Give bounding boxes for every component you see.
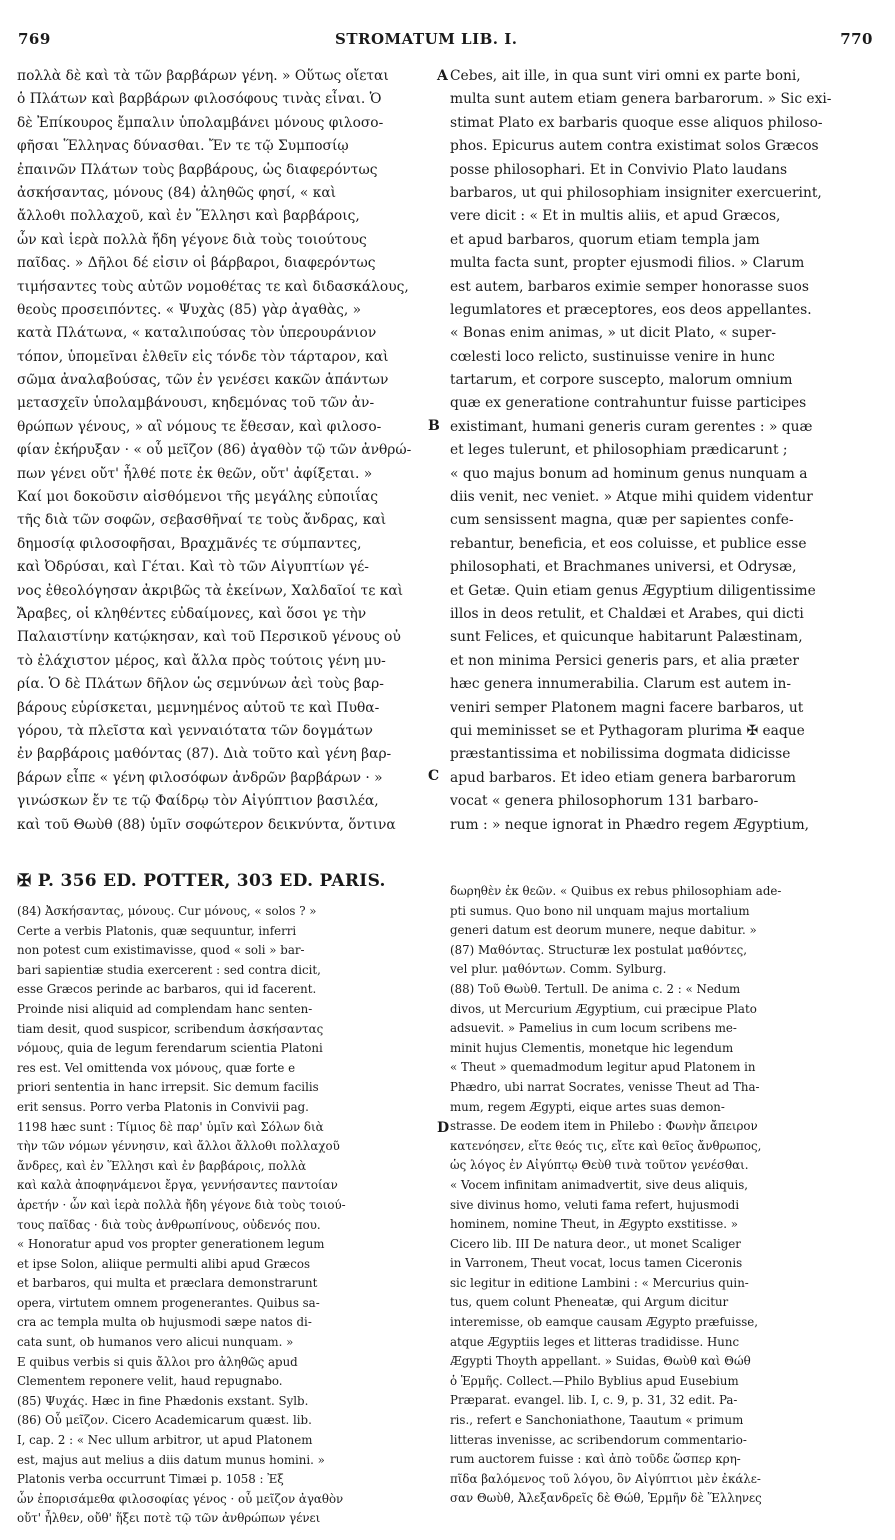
footnote-line: adsuevit. » Pamelius in cum locum scribens me- xyxy=(450,1021,737,1036)
latin-text-line: stimat Plato ex barbaris quoque esse aliquos philoso- xyxy=(450,114,823,131)
footnote-line: bari sapientiæ studia exercerent : sed contra dicit, xyxy=(17,962,321,977)
notes-left-column xyxy=(17,902,429,1529)
greek-text-line: παῖδας. » Δῆλοι δέ εἰσιν οἱ βάρβαροι, διαφερόντως xyxy=(17,255,376,272)
latin-text-line: illos in deos retulit, et Chaldæi et Arabes, qui dicti xyxy=(450,605,804,622)
footnote-line: ἀρετήν · ὧν καὶ ἱερὰ πολλὰ ἤδη γέγονε διὰ τοὺς τοιού- xyxy=(17,1197,346,1212)
greek-text-line: τὸ ἐλάχιστον μέρος, καὶ ἄλλα πρὸς τούτοις γένη μυ- xyxy=(17,652,386,669)
latin-text-line: et leges tulerunt, et philosophiam prædicarunt ; xyxy=(450,442,788,459)
footnote-line: minit hujus Clementis, monetque hic legendum xyxy=(450,1040,734,1055)
page-number-right: 770 xyxy=(840,30,873,48)
latin-text-line: « quo majus bonum ad hominum genus nunquam a xyxy=(450,465,808,482)
footnote-line: (88) Τοῦ Θωὺθ. Tertull. De anima c. 2 : « Nedum xyxy=(450,981,741,996)
greek-text-line: κατὰ Πλάτωνα, « καταλιπούσας τὸν ὑπερουράνιον xyxy=(17,325,377,342)
latin-text-line: veniri semper Platonem magni facere barbaros, ut xyxy=(450,699,804,716)
latin-text-line: vocat « genera philosophorum 131 barbaro- xyxy=(450,793,759,810)
greek-text-line: θρώπων γένους, » αἳ νόμους τε ἔθεσαν, καὶ φιλοσο- xyxy=(17,418,382,435)
greek-text-line: ἀσκήσαντας, μόνους (84) ἀληθῶς φησί, « καὶ xyxy=(17,184,337,201)
footnote-line: et ipse Solon, aliique permulti alibi apud Græcos xyxy=(17,1256,311,1271)
greek-text-line: δημοσίᾳ φιλοσοφῆσαι, Βραχμᾶνές τε σύμπαντες, xyxy=(17,535,362,552)
latin-text-line: et apud barbaros, quorum etiam templa jam xyxy=(450,231,760,248)
footnote-line: res est. Vel omittenda vox μόνους, quæ forte e xyxy=(17,1060,296,1075)
footnote-line: πῖδα βαλόμενος τοῦ λόγου, ὃν Αἰγύπτιοι μὲν ἐκάλε- xyxy=(450,1471,761,1486)
greek-text-column xyxy=(17,65,441,837)
footnote-line: vel plur. μαθόντων. Comm. Sylburg. xyxy=(450,962,667,977)
footnote-line: Ægypti Thoyth appellant. » Suidas, Θωὺθ καὶ Θώθ xyxy=(450,1354,751,1369)
greek-text-line: σῶμα ἀναλαβούσας, τῶν ἐν γενέσει κακῶν ἁπάντων xyxy=(17,372,389,389)
footnote-line: σαν Θωὺθ, Ἀλεξανδρεῖς δὲ Θώθ, Ἑρμῆν δὲ Ἕλληνες xyxy=(450,1491,762,1506)
footnote-line: divos, ut Mercurium Ægyptium, cui præcipue Plato xyxy=(450,1001,757,1016)
greek-text-line: ἄλλοθι πολλαχοῦ, καὶ ἐν Ἕλλησι καὶ βαρβάροις, xyxy=(17,208,360,225)
footnote-line: strasse. De eodem item in Philebo : Φωνὴν ἄπειρον xyxy=(450,1119,758,1134)
latin-text-line: sunt Felices, et quicunque habitarunt Palæstinam, xyxy=(450,629,803,646)
footnote-line: Cicero lib. III De natura deor., ut monet Scaliger xyxy=(450,1236,741,1251)
footnote-line: pti sumus. Quo bono nil unquam majus mortalium xyxy=(450,903,750,918)
footnote-line: sive divinus homo, veluti fama refert, hujusmodi xyxy=(450,1197,740,1212)
footnote-line: Platonis verba occurrunt Timæi p. 1058 : Ἐξ xyxy=(17,1472,284,1487)
footnote-line: (86) Οὗ μεῖζον. Cicero Academicarum quæst. lib. xyxy=(17,1413,312,1428)
greek-text-line: τῆς διὰ τῶν σοφῶν, σεβασθῆναί τε τοὺς ἄνδρας, καὶ xyxy=(17,512,387,529)
latin-text-line: apud barbaros. Et ideo etiam genera barbarorum xyxy=(450,769,796,786)
latin-text-column xyxy=(450,65,878,837)
footnote-line: Proinde nisi aliquid ad complendam hanc senten- xyxy=(17,1001,313,1016)
greek-text-line: ρία. Ὁ δὲ Πλάτων δῆλον ὡς σεμνύνων ἀεὶ τοὺς βαρ- xyxy=(17,676,384,693)
footnote-line: νόμους, quia de legum ferendarum scientia Platoni xyxy=(17,1041,323,1056)
latin-text-line: multa facta sunt, propter ejusmodi filios. » Clarum xyxy=(450,255,805,272)
latin-text-line: rebantur, beneficia, et eos coluisse, et publice esse xyxy=(450,535,807,552)
greek-text-line: γόρου, τὰ πλεῖστα καὶ γενναιότατα τῶν δογμάτων xyxy=(17,722,373,739)
footnote-line: E quibus verbis si quis ἄλλοι pro ἀληθῶς apud xyxy=(17,1354,298,1369)
footnote-line: ὧν ἐπορισάμεθα φιλοσοφίας γένος · οὗ μεῖζον ἀγαθὸν xyxy=(17,1491,344,1506)
greek-text-line: θεοὺς προσειπόντες. « Ψυχὰς (85) γὰρ ἀγαθὰς, » xyxy=(17,301,362,318)
latin-text-line: multa sunt autem etiam genera barbarorum. » Sic exi- xyxy=(450,91,832,108)
footnote-line: ἄνδρες, καὶ ἐν Ἕλλησι καὶ ἐν βαρβάροις, πολλὰ xyxy=(17,1158,307,1173)
footnote-line: Phædro, ubi narrat Socrates, venisse Theut ad Tha- xyxy=(450,1079,760,1094)
greek-text-line: φῆσαι Ἕλληνας δύνασθαι. Ἔν τε τῷ Συμποσίῳ xyxy=(17,138,349,155)
footnote-line: οὔτ' ἦλθεν, οὔθ' ἥξει ποτὲ τῷ τῶν ἀνθρώπων γένει xyxy=(17,1511,321,1526)
footnote-line: τὴν τῶν νόμων γέννησιν, καὶ ἄλλοι ἄλλοθι πολλαχοῦ xyxy=(17,1139,340,1154)
greek-text-line: Καί μοι δοκοῦσιν αἰσθόμενοι τῆς μεγάλης εὐποιΐας xyxy=(17,489,378,506)
footnote-line: I, cap. 2 : « Nec ullum arbitror, ut apud Platonem xyxy=(17,1433,313,1448)
latin-text-line: « Bonas enim animas, » ut dicit Plato, « super- xyxy=(450,325,777,342)
footnote-line: ris., refert e Sanchoniathone, Taautum « primum xyxy=(450,1413,744,1428)
latin-text-line: et non minima Persici generis pars, et alia præter xyxy=(450,652,799,669)
latin-text-line: diis venit, nec veniet. » Atque mihi quidem videntur xyxy=(450,489,813,506)
greek-text-line: καὶ Ὀδρύσαι, καὶ Γέται. Καὶ τὸ τῶν Αἰγυπτίων γέ- xyxy=(17,559,369,576)
greek-text-line: καὶ τοῦ Θωὺθ (88) ὑμῖν σοφώτερον δεικνύντα, ὅντινα xyxy=(17,816,396,833)
footnote-line: est, majus aut melius a diis datum munus homini. » xyxy=(17,1452,325,1467)
footnote-line: κατενόησεν, εἴτε θεός τις, εἴτε καὶ θεῖος ἄνθρωπος, xyxy=(450,1138,762,1153)
footnote-line: litteras invenisse, ac scribendorum commentario- xyxy=(450,1432,747,1447)
footnote-line: hominem, nomine Theut, in Ægypto exstitisse. » xyxy=(450,1217,739,1232)
latin-text-line: phos. Epicurus autem contra existimat solos Græcos xyxy=(450,138,819,155)
latin-text-line: quæ ex generatione contrahuntur fuisse participes xyxy=(450,395,807,412)
footnote-line: in Varronem, Theut vocat, locus tamen Ciceronis xyxy=(450,1256,743,1271)
latin-text-line: rum : » neque ignorat in Phædro regem Ægyptium, xyxy=(450,816,810,833)
greek-text-line: βάρους εὑρίσκεται, μεμνημένος αὑτοῦ τε καὶ Πυθα- xyxy=(17,699,380,716)
footnote-line: interemisse, ob eamque causam Ægypto præfuisse, xyxy=(450,1315,759,1330)
edition-reference: ✠ P. 356 ED. POTTER, 303 ED. PARIS. xyxy=(17,871,386,891)
notes-right-column xyxy=(450,882,878,1509)
latin-text-line: tartarum, et corpore suscepto, malorum omnium xyxy=(450,372,793,389)
greek-text-line: τιμήσαντες τοὺς αὐτῶν νομοθέτας τε καὶ διδασκάλους, xyxy=(17,278,409,295)
greek-text-line: πολλὰ δὲ καὶ τὰ τῶν βαρβάρων γένη. » Οὕτως οἴεται xyxy=(17,68,389,84)
footnote-line: generi datum est deorum munere, neque dabitur. » xyxy=(450,923,757,938)
footnote-line: « Theut » quemadmodum legitur apud Platonem in xyxy=(450,1060,756,1075)
footnote-line: non potest cum existimavisse, quod « soli » bar- xyxy=(17,943,305,958)
latin-text-line: præstantissima et nobilissima dogmata didicisse xyxy=(450,746,791,763)
footnote-line: (87) Μαθόντας. Structuræ lex postulat μαθόντες, xyxy=(450,942,747,957)
footnote-line: rum auctorem fuisse : καὶ ἀπὸ τοῦδε ὥσπερ κρη- xyxy=(450,1452,741,1467)
footnote-line: « Honoratur apud vos propter generationem legum xyxy=(17,1237,325,1252)
greek-text-line: ἐν βαρβάροις μαθόντας (87). Διὰ τοῦτο καὶ γένη βαρ- xyxy=(17,746,392,763)
footnote-line: ὡς λόγος ἐν Αἰγύπτῳ Θεὺθ τινὰ τοῦτον γενέσθαι. xyxy=(450,1158,749,1173)
greek-text-line: Ἄραβες, οἱ κληθέντες εὐδαίμονες, καὶ ὅσοι γε τὴν xyxy=(17,605,367,622)
greek-text-line: φίαν ἐκήρυξαν · « οὗ μεῖζον (86) ἀγαθὸν τῷ τῶν ἀνθρώ- xyxy=(17,442,412,459)
greek-text-line: μετασχεῖν ὑπολαμβάνουσι, κηδεμόνας τοῦ τῶν ἀν- xyxy=(17,395,375,412)
footnote-line: erit sensus. Porro verba Platonis in Convivii pag. xyxy=(17,1099,309,1114)
footnote-line: tiam desit, quod suspicor, scribendum ἀσκήσαντας xyxy=(17,1021,324,1036)
footnote-line: tus, quem colunt Pheneatæ, qui Argum dicitur xyxy=(450,1295,729,1310)
footnote-line: mum, regem Ægypti, eique artes suas demon- xyxy=(450,1099,725,1114)
greek-text-line: ὁ Πλάτων καὶ βαρβάρων φιλοσόφους τινὰς εἶναι. Ὁ xyxy=(17,91,382,108)
latin-text-line: Cebes, ait ille, in qua sunt viri omni ex parte boni, xyxy=(450,68,801,84)
latin-text-line: est autem, barbaros eximie semper honorasse suos xyxy=(450,278,809,295)
greek-text-line: βάρων εἶπε « γένη φιλοσόφων ἀνδρῶν βαρβάρων · » xyxy=(17,769,383,786)
footnote-line: et barbaros, qui multa et præclara demonstrarunt xyxy=(17,1276,318,1291)
latin-text-line: cum sensissent magna, quæ per sapientes confe- xyxy=(450,512,794,529)
footnote-line: δωρηθὲν ἐκ θεῶν. « Quibus ex rebus philosophiam ade- xyxy=(450,884,782,898)
margin-letter-c: C xyxy=(428,768,440,784)
footnote-line: priori sententia in hanc irrepsit. Sic demum facilis xyxy=(17,1080,319,1095)
greek-text-line: δὲ Ἐπίκουρος ἔμπαλιν ὑπολαμβάνει μόνους φιλοσο- xyxy=(17,114,384,131)
latin-text-line: vere dicit : « Et in multis aliis, et apud Græcos, xyxy=(450,208,781,225)
footnote-line: ὁ Ἑρμῆς. Collect.—Philo Byblius apud Eusebium xyxy=(450,1373,739,1388)
latin-text-line: cœlesti loco relicto, sustinuisse venire in hunc xyxy=(450,348,775,365)
greek-text-line: νος ἐθεολόγησαν ἀκριβῶς τὰ ἐκείνων, Χαλδαῖοί τε καὶ xyxy=(17,582,404,599)
footnote-line: Clementem reponere velit, haud repugnabo. xyxy=(17,1374,283,1389)
latin-text-line: hæc genera innumerabilia. Clarum est autem in- xyxy=(450,676,791,693)
margin-letter-d: D xyxy=(437,1120,450,1136)
margin-letter-a: A xyxy=(437,68,448,84)
footnote-line: atque Ægyptiis leges et litteras tradidisse. Hunc xyxy=(450,1334,740,1349)
greek-text-line: ἐπαινῶν Πλάτων τοὺς βαρβάρους, ὡς διαφερόντως xyxy=(17,161,378,178)
latin-text-line: philosophati, et Brachmanes universi, et Odrysæ, xyxy=(450,559,797,576)
latin-text-line: existimant, humani generis curam gerentes : » quæ xyxy=(450,418,813,435)
running-title: STROMATUM LIB. I. xyxy=(335,30,518,48)
page-number-left: 769 xyxy=(18,30,51,48)
greek-text-line: Παλαιστίνην κατῴκησαν, καὶ τοῦ Περσικοῦ γένους οὐ xyxy=(17,629,401,646)
latin-text-line: legumlatores et præceptores, eos deos appellantes. xyxy=(450,301,812,318)
greek-text-line: τόπον, ὑπομεῖναι ἐλθεῖν εἰς τόνδε τὸν τάρταρον, καὶ xyxy=(17,348,389,365)
footnote-line: opera, virtutem omnem progenerantes. Quibus sa- xyxy=(17,1295,320,1310)
footnote-line: Præparat. evangel. lib. I, c. 9, p. 31, 32 edit. Pa- xyxy=(450,1393,738,1408)
footnote-line: esse Græcos perinde ac barbaros, qui id facerent. xyxy=(17,982,317,997)
latin-text-line: posse philosophari. Et in Convivio Plato laudans xyxy=(450,161,788,178)
latin-text-line: barbaros, ut qui philosophiam insigniter exercuerint, xyxy=(450,184,822,201)
footnote-line: « Vocem infinitam animadvertit, sive deus aliquis, xyxy=(450,1177,749,1192)
margin-letter-b: B xyxy=(428,418,440,434)
footnote-line: Certe a verbis Platonis, quæ sequuntur, inferri xyxy=(17,923,297,938)
footnote-line: τους παῖδας · διὰ τοὺς ἀνθρωπίνους, οὐδενός που. xyxy=(17,1217,321,1232)
greek-text-line: πων γένει οὔτ' ἦλθέ ποτε ἐκ θεῶν, οὔτ' ἀφίξεται. » xyxy=(17,465,373,482)
greek-text-line: ὧν καὶ ἱερὰ πολλὰ ἤδη γέγονε διὰ τοὺς τοιούτους xyxy=(17,231,367,248)
footnote-line: 1198 hæc sunt : Τίμιος δὲ παρ' ὑμῖν καὶ Σόλων διὰ xyxy=(17,1119,324,1134)
latin-text-line: et Getæ. Quin etiam genus Ægyptium diligentissime xyxy=(450,582,816,599)
footnote-line: cata sunt, ob humanos vero alicui nunquam. » xyxy=(17,1335,294,1350)
footnote-line: (84) Ἀσκήσαντας, μόνους. Cur μόνους, « solos ? » xyxy=(17,904,317,918)
footnote-line: sic legitur in editione Lambini : « Mercurius quin- xyxy=(450,1275,749,1290)
greek-text-line: γινώσκων ἔν τε τῷ Φαίδρῳ τὸν Αἰγύπτιον βασιλέα, xyxy=(17,793,379,810)
footnote-line: cra ac templa multa ob hujusmodi sæpe natos di- xyxy=(17,1315,312,1330)
footnote-line: (85) Ψυχάς. Hæc in fine Phædonis exstant. Sylb. xyxy=(17,1393,309,1408)
footnote-line: καὶ καλὰ ἀποφηνάμενοι ἔργα, γεννήσαντες παντοίαν xyxy=(17,1178,338,1193)
latin-text-line: qui meminisset se et Pythagoram plurima ✠ eaque xyxy=(450,722,805,739)
